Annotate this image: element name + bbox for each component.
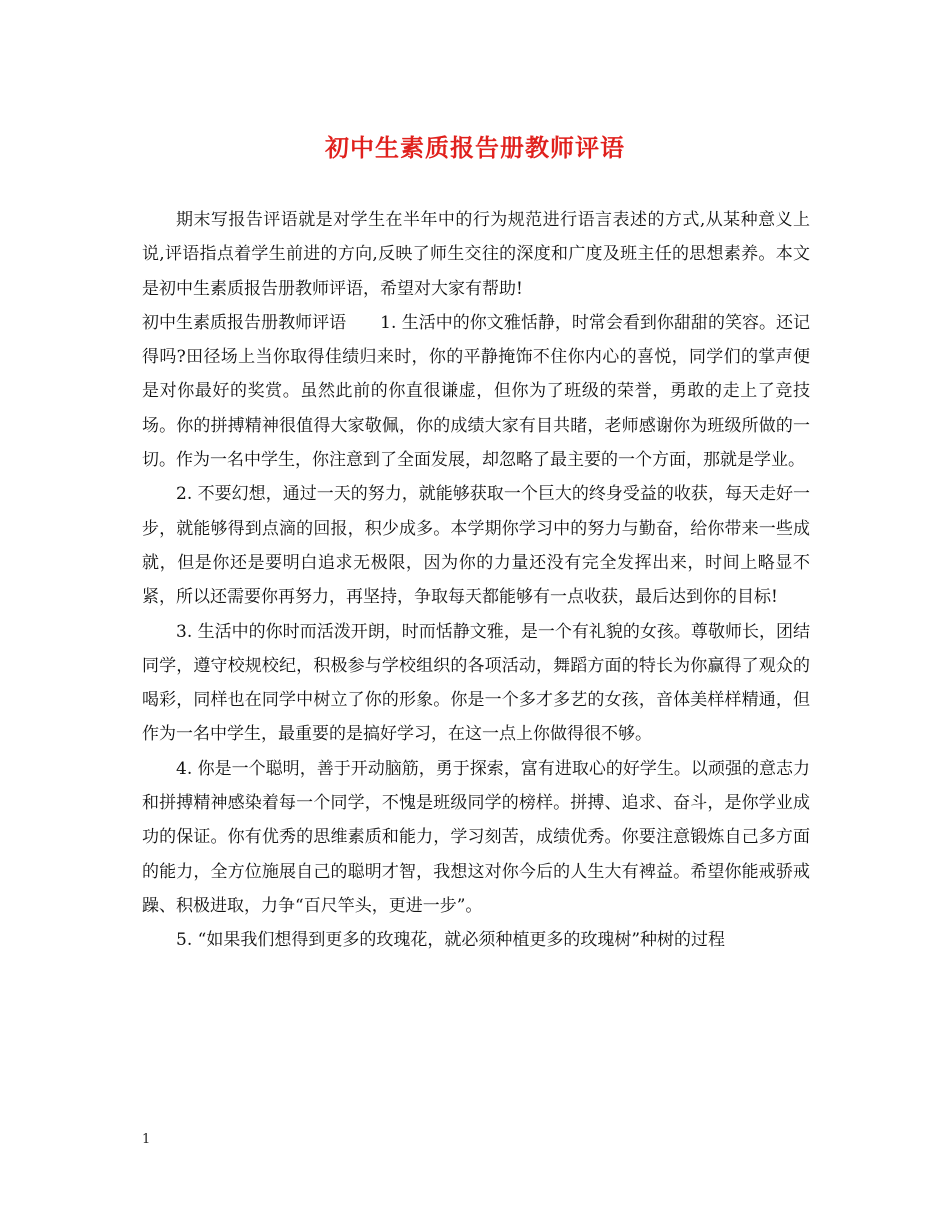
- section-label: 初中生素质报告册教师评语: [142, 312, 347, 333]
- comment-paragraph-3: 3. 生活中的你时而活泼开朗，时而恬静文雅，是一个有礼貌的女孩。尊敬师长，团结同学，遵守校规校纪，积极参与学校组织的各项活动，舞蹈方面的特长为你赢得了观众的喝彩，同样也在同学中树立了你的形象。你是一个多才多艺的女孩，音体美样样精通，但作为一名中学生，最重要的是搞好学习，在这一点上你做得很不够。: [142, 621, 810, 745]
- comment-paragraph-5: 5. “如果我们想得到更多的玫瑰花，就必须种植更多的玫瑰树”种树的过程: [176, 930, 726, 951]
- comment-paragraph-4: 4. 你是一个聪明，善于开动脑筋，勇于探索，富有进取心的好学生。以顽强的意志力和拼搏精神感染着每一个同学，不愧是班级同学的榜样。拼搏、追求、奋斗，是你学业成功的保证。你有优秀的思维素质和能力，学习刻苦，成绩优秀。你要注意锻炼自己多方面的能力，全方位施展自己的聪明才智，我想这对你今后的人生大有裨益。希望你能戒骄戒躁、积极进取，力争“百尺竿头，更进一步”。: [142, 758, 810, 916]
- comment-paragraph-2: 2. 不要幻想，通过一天的努力，就能够获取一个巨大的终身受益的收获，每天走好一步，就能够得到点滴的回报，积少成多。本学期你学习中的努力与勤奋，给你带来一些成就，但是你还是要明白追求无极限，因为你的力量还没有完全发挥出来，时间上略显不紧，所以还需要你再努力，再坚持，争取每天都能够有一点收获，最后达到你的目标!: [142, 484, 810, 608]
- intro-paragraph: 期末写报告评语就是对学生在半年中的行为规范进行语言表述的方式,从某种意义上说,评语指点着学生前进的方向,反映了师生交往的深度和广度及班主任的思想素养。本文是初中生素质报告册教师评语，希望对大家有帮助!: [142, 210, 810, 299]
- document-body: [142, 203, 810, 958]
- comment-text-1: 1. 生活中的你文雅恬静，时常会看到你甜甜的笑容。还记得吗?田径场上当你取得佳绩归来时，你的平静掩饰不住你内心的喜悦，同学们的掌声便是对你最好的奖赏。虽然此前的你直很谦虚，但你为了班级的荣誉，勇敢的走上了竞技场。你的拼搏精神很值得大家敬佩，你的成绩大家有目共睹，老师感谢你为班级所做的一切。作为一名中学生，你注意到了全面发展，却忽略了最主要的一个方面，那就是学业。: [142, 312, 810, 471]
- document-title: 初中生素质报告册教师评语: [325, 133, 625, 162]
- comment-paragraph-1: [142, 306, 810, 477]
- page-number: 1: [142, 1132, 151, 1147]
